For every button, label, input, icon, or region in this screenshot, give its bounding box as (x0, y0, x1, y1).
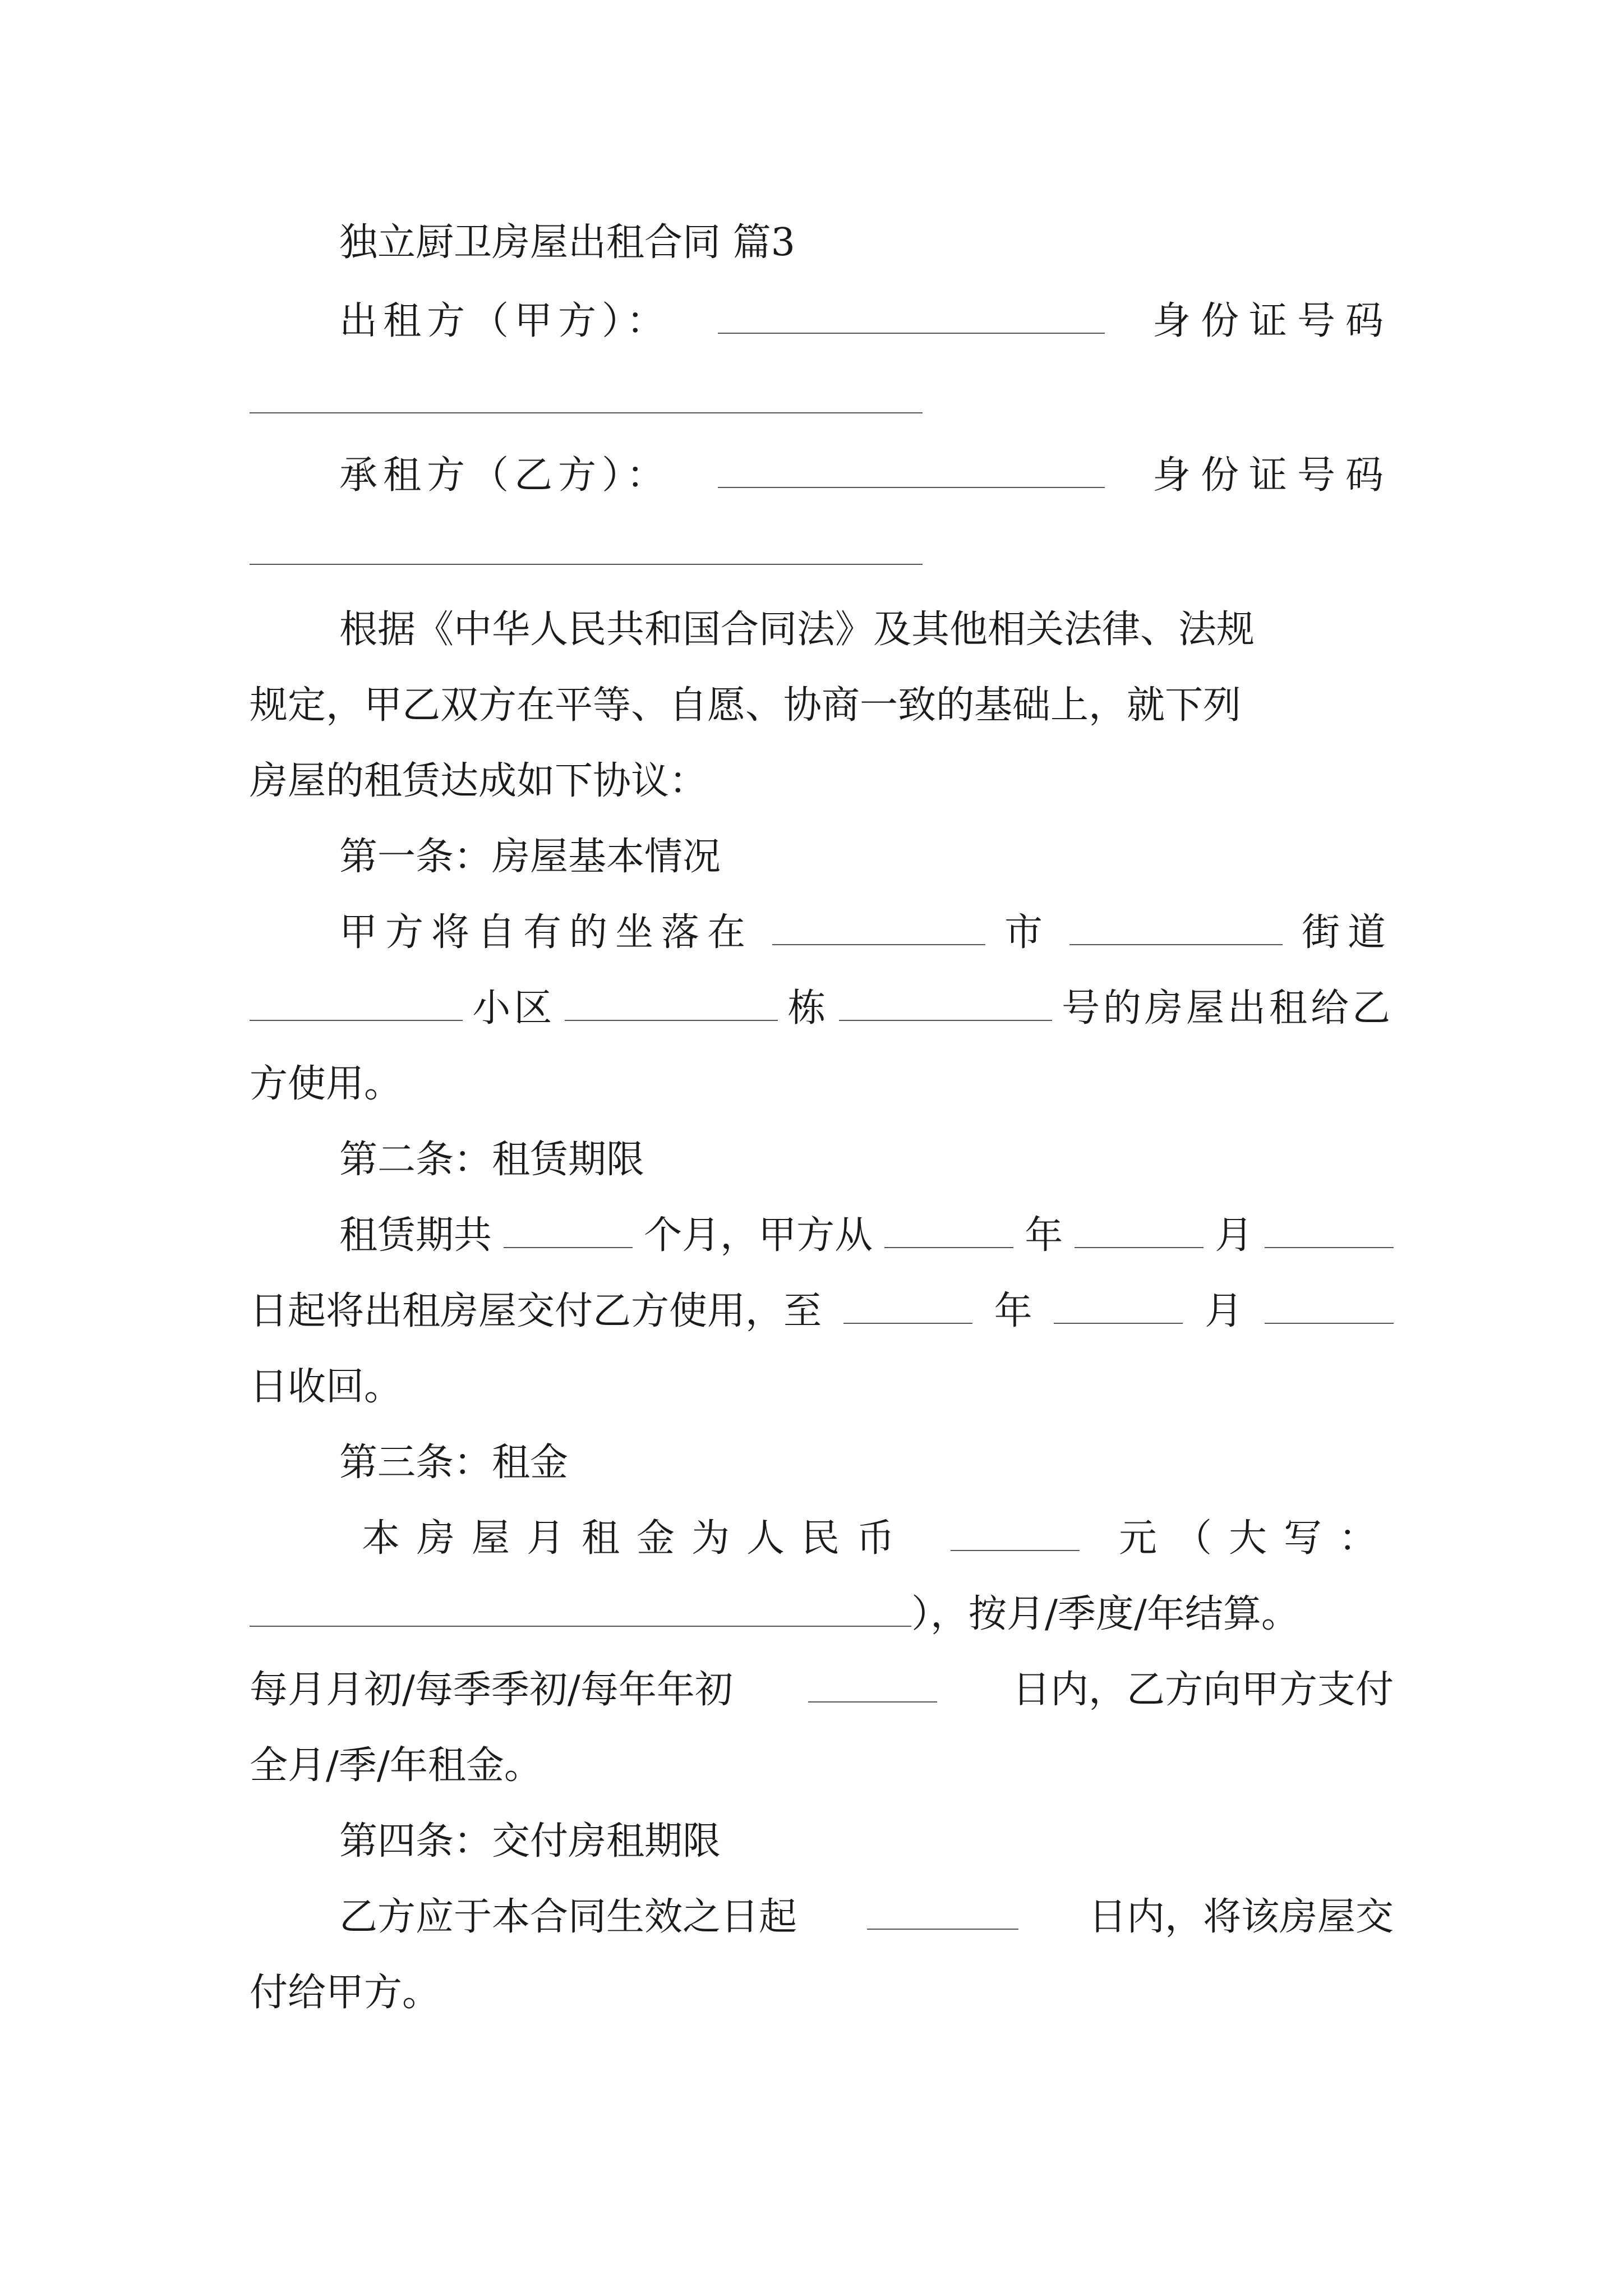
community-blank[interactable] (250, 986, 463, 1021)
article-3-line-1 (362, 1512, 1394, 1566)
intro-text-3: 房屋的租赁达成如下协议： (250, 759, 708, 803)
party-a-name-blank[interactable] (718, 299, 1105, 334)
intro-line-3 (250, 754, 1394, 808)
article-2-line-2 (250, 1285, 1394, 1338)
article-1-text-a: 甲方将自有的坐落在 (339, 910, 754, 955)
number-blank[interactable] (839, 986, 1052, 1021)
article-2-text-e: 日起将出租房屋交付乙方使用，至 (250, 1289, 822, 1333)
party-a-id-blank[interactable] (250, 412, 923, 413)
article-3-line-4 (250, 1739, 1394, 1793)
article-4-line-1 (339, 1890, 1394, 1944)
intro-text-1: 根据《中华人民共和国合同法》及其他相关法律、法规 (339, 608, 1255, 652)
article-3-text-a: 本房屋月租金为人民币 (362, 1516, 912, 1561)
monthly-rent-blank[interactable] (951, 1516, 1080, 1551)
start-month-blank[interactable] (1075, 1213, 1204, 1248)
article-1-text-c: 街道 (1301, 910, 1394, 955)
article-1-text-e: 栋 (787, 986, 829, 1030)
article-3-line-2 (250, 1588, 1394, 1641)
article-3-text-d: 每月月初/每季季初/每年年初 (250, 1668, 733, 1712)
party-b-name-blank[interactable] (718, 453, 1105, 488)
title-text: 独立厨卫房屋出租合同 篇3 (339, 220, 795, 265)
article-2-text-b: 个月，甲方从 (644, 1213, 873, 1258)
article-2-heading (339, 1133, 1394, 1187)
months-blank[interactable] (504, 1213, 633, 1248)
party-a-line (339, 295, 1394, 348)
article-1-line-2 (250, 982, 1394, 1036)
party-b-id-label: 身份证号码 (1152, 453, 1394, 498)
article-3-heading (339, 1436, 1394, 1490)
party-a-label: 出租方（甲方）： (339, 299, 671, 343)
article-2-text-c: 年 (1025, 1213, 1063, 1258)
party-b-label: 承租方（乙方）： (339, 453, 671, 498)
article-1-heading (339, 830, 1394, 884)
article-1-heading-text: 第一条：房屋基本情况 (339, 835, 721, 879)
article-2-text-a: 租赁期共 (339, 1213, 492, 1258)
party-b-line (339, 449, 1394, 503)
article-2-heading-text: 第二条：租赁期限 (339, 1138, 645, 1182)
article-2-line-3 (250, 1360, 1394, 1414)
article-1-text-d: 小区 (472, 986, 556, 1030)
end-month-blank[interactable] (1054, 1289, 1183, 1324)
article-2-text-g: 月 (1205, 1289, 1243, 1333)
article-3-line-3 (250, 1663, 1394, 1717)
end-year-blank[interactable] (843, 1289, 972, 1324)
document-title (339, 216, 1394, 270)
article-2-line-1 (339, 1209, 1394, 1263)
intro-line-1 (339, 603, 1394, 657)
article-3-text-c: ），按月/季度/年结算。 (911, 1592, 1299, 1636)
intro-line-2 (250, 679, 1394, 733)
article-1-text-f: 号的房屋出租给乙 (1061, 986, 1394, 1030)
article-1-line-3 (250, 1057, 1394, 1111)
start-day-blank[interactable] (1265, 1213, 1394, 1248)
city-blank[interactable] (772, 910, 985, 945)
article-2-text-d: 月 (1215, 1213, 1253, 1258)
article-2-text-f: 年 (994, 1289, 1032, 1333)
street-blank[interactable] (1069, 910, 1283, 945)
article-4-line-2 (250, 1966, 1394, 2020)
article-4-text-b: 日内，将该房屋交 (1088, 1895, 1394, 1939)
article-3-text-f: 全月/季/年租金。 (250, 1743, 542, 1788)
intro-text-2: 规定，甲乙双方在平等、自愿、协商一致的基础上，就下列 (250, 683, 1242, 728)
article-3-text-e: 日内，乙方向甲方支付 (1012, 1668, 1394, 1712)
article-1-line-1 (339, 906, 1394, 960)
delivery-days-blank[interactable] (867, 1895, 1018, 1930)
party-a-id-label: 身份证号码 (1152, 299, 1394, 343)
rent-in-words-blank[interactable] (250, 1592, 911, 1627)
building-blank[interactable] (565, 986, 778, 1021)
article-4-heading (339, 1815, 1394, 1869)
article-1-text-b: 市 (1004, 910, 1050, 955)
article-4-text-a: 乙方应于本合同生效之日起 (339, 1895, 797, 1939)
article-3-text-b: 元（大写： (1118, 1516, 1394, 1561)
payment-days-blank[interactable] (808, 1668, 937, 1703)
article-3-heading-text: 第三条：租金 (339, 1441, 569, 1485)
article-2-text-h: 日收回。 (250, 1365, 403, 1409)
article-4-text-c: 付给甲方。 (250, 1971, 441, 2015)
article-4-heading-text: 第四条：交付房租期限 (339, 1819, 721, 1864)
start-year-blank[interactable] (884, 1213, 1013, 1248)
end-day-blank[interactable] (1265, 1289, 1394, 1324)
party-b-id-blank[interactable] (250, 564, 923, 565)
article-1-text-g: 方使用。 (250, 1062, 403, 1106)
